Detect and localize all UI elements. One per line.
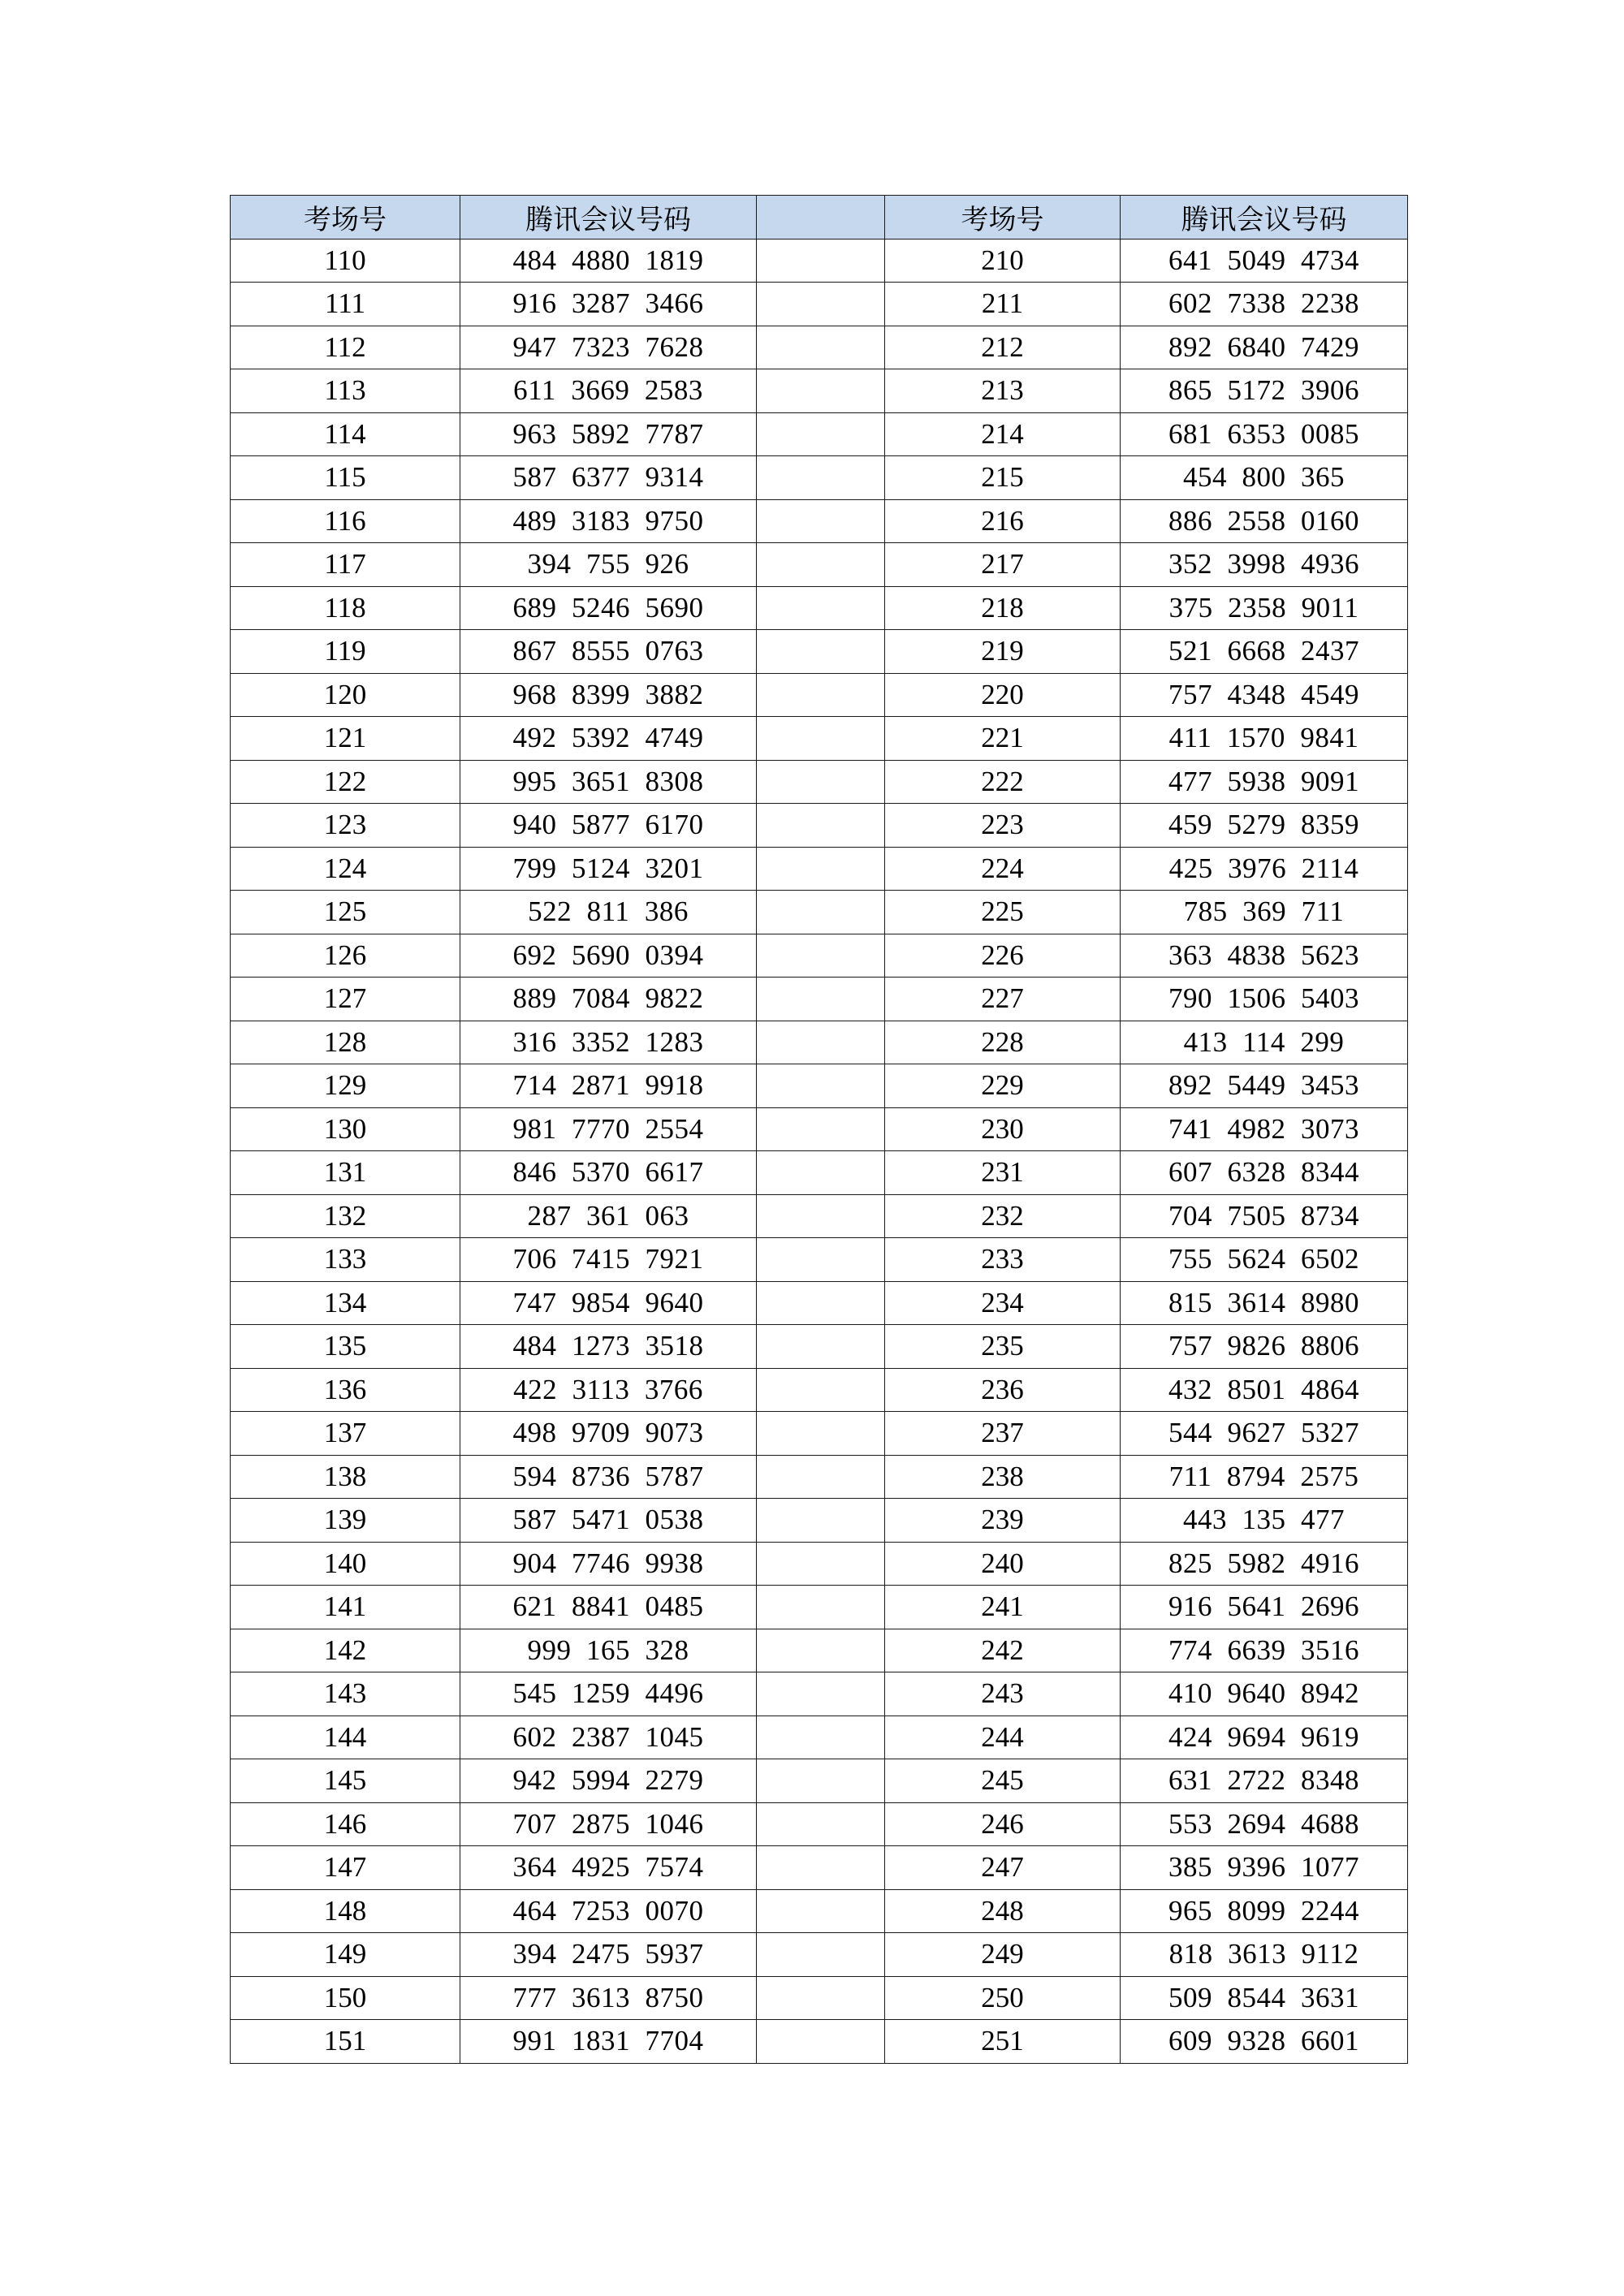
table-row: [231, 847, 1408, 891]
meeting-code-left: 916 3287 3466: [460, 283, 757, 326]
room-number-right: 227: [885, 978, 1121, 1021]
room-number-left: 111: [231, 283, 460, 326]
meeting-code-left: 777 3613 8750: [460, 1976, 757, 2020]
gap-cell: [757, 1412, 885, 1456]
gap-cell: [757, 499, 885, 543]
room-number-right: 212: [885, 326, 1121, 369]
room-number-right: 224: [885, 847, 1121, 891]
meeting-code-left: 968 8399 3882: [460, 673, 757, 717]
meeting-code-right: 757 4348 4549: [1121, 673, 1408, 717]
gap-cell: [757, 1759, 885, 1803]
meeting-code-left: 489 3183 9750: [460, 499, 757, 543]
table-row: [231, 1064, 1408, 1108]
room-number-right: 218: [885, 586, 1121, 630]
room-number-left: 115: [231, 456, 460, 500]
gap-cell: [757, 1194, 885, 1238]
room-number-left: 123: [231, 804, 460, 848]
room-number-right: 237: [885, 1412, 1121, 1456]
meeting-code-left: 846 5370 6617: [460, 1151, 757, 1195]
gap-cell: [757, 456, 885, 500]
room-number-right: 233: [885, 1238, 1121, 1282]
meeting-code-left: 621 8841 0485: [460, 1586, 757, 1629]
room-number-right: 220: [885, 673, 1121, 717]
gap-cell: [757, 1976, 885, 2020]
room-number-right: 245: [885, 1759, 1121, 1803]
room-number-left: 140: [231, 1542, 460, 1586]
gap-cell: [757, 369, 885, 413]
table-row: [231, 1325, 1408, 1369]
meeting-code-left: 484 4880 1819: [460, 239, 757, 283]
meeting-code-right: 443 135 477: [1121, 1499, 1408, 1543]
room-number-right: 239: [885, 1499, 1121, 1543]
meeting-code-right: 609 9328 6601: [1121, 2020, 1408, 2064]
room-number-left: 132: [231, 1194, 460, 1238]
room-number-left: 145: [231, 1759, 460, 1803]
table-row: [231, 1846, 1408, 1890]
table-row: [231, 1759, 1408, 1803]
room-number-left: 133: [231, 1238, 460, 1282]
header-code-right: 腾讯会议号码: [1121, 196, 1408, 240]
room-number-right: 246: [885, 1802, 1121, 1846]
meeting-code-left: 692 5690 0394: [460, 934, 757, 978]
meeting-code-right: 892 6840 7429: [1121, 326, 1408, 369]
table-row: [231, 1412, 1408, 1456]
room-number-right: 240: [885, 1542, 1121, 1586]
gap-cell: [757, 1455, 885, 1499]
table-row: [231, 1629, 1408, 1672]
room-number-left: 137: [231, 1412, 460, 1456]
table-row: [231, 1499, 1408, 1543]
table-row: [231, 760, 1408, 804]
room-number-left: 131: [231, 1151, 460, 1195]
meeting-code-right: 553 2694 4688: [1121, 1802, 1408, 1846]
meeting-code-left: 587 6377 9314: [460, 456, 757, 500]
meeting-code-left: 522 811 386: [460, 891, 757, 934]
room-number-right: 232: [885, 1194, 1121, 1238]
room-number-right: 210: [885, 239, 1121, 283]
meeting-code-right: 544 9627 5327: [1121, 1412, 1408, 1456]
room-number-left: 144: [231, 1716, 460, 1759]
meeting-code-left: 545 1259 4496: [460, 1672, 757, 1716]
room-number-right: 249: [885, 1933, 1121, 1977]
meeting-code-right: 352 3998 4936: [1121, 543, 1408, 587]
meeting-code-left: 394 755 926: [460, 543, 757, 587]
table-row: [231, 1542, 1408, 1586]
room-number-right: 222: [885, 760, 1121, 804]
room-number-left: 114: [231, 412, 460, 456]
header-gap: [757, 196, 885, 240]
meeting-code-left: 904 7746 9938: [460, 1542, 757, 1586]
meeting-code-right: 432 8501 4864: [1121, 1368, 1408, 1412]
room-number-right: 241: [885, 1586, 1121, 1629]
room-number-right: 251: [885, 2020, 1121, 2064]
meeting-code-right: 711 8794 2575: [1121, 1455, 1408, 1499]
room-number-left: 134: [231, 1281, 460, 1325]
gap-cell: [757, 543, 885, 587]
meeting-code-left: 492 5392 4749: [460, 717, 757, 761]
room-number-right: 221: [885, 717, 1121, 761]
meeting-code-left: 498 9709 9073: [460, 1412, 757, 1456]
table-row: [231, 456, 1408, 500]
meeting-code-right: 410 9640 8942: [1121, 1672, 1408, 1716]
gap-cell: [757, 1151, 885, 1195]
meeting-code-left: 963 5892 7787: [460, 412, 757, 456]
meeting-code-left: 611 3669 2583: [460, 369, 757, 413]
gap-cell: [757, 2020, 885, 2064]
table-row: [231, 717, 1408, 761]
room-number-left: 135: [231, 1325, 460, 1369]
meeting-code-right: 454 800 365: [1121, 456, 1408, 500]
gap-cell: [757, 717, 885, 761]
meeting-code-left: 799 5124 3201: [460, 847, 757, 891]
meeting-code-right: 916 5641 2696: [1121, 1586, 1408, 1629]
room-number-right: 215: [885, 456, 1121, 500]
meeting-code-right: 774 6639 3516: [1121, 1629, 1408, 1672]
room-number-left: 124: [231, 847, 460, 891]
gap-cell: [757, 760, 885, 804]
meeting-code-left: 316 3352 1283: [460, 1021, 757, 1064]
room-number-left: 130: [231, 1107, 460, 1151]
room-number-right: 238: [885, 1455, 1121, 1499]
room-number-left: 116: [231, 499, 460, 543]
gap-cell: [757, 326, 885, 369]
gap-cell: [757, 1021, 885, 1064]
gap-cell: [757, 934, 885, 978]
table-row: [231, 1802, 1408, 1846]
table-row: [231, 283, 1408, 326]
meeting-code-right: 815 3614 8980: [1121, 1281, 1408, 1325]
room-number-left: 147: [231, 1846, 460, 1890]
room-number-right: 211: [885, 283, 1121, 326]
meeting-code-left: 587 5471 0538: [460, 1499, 757, 1543]
gap-cell: [757, 1846, 885, 1890]
meeting-code-left: 394 2475 5937: [460, 1933, 757, 1977]
meeting-code-left: 594 8736 5787: [460, 1455, 757, 1499]
room-number-left: 139: [231, 1499, 460, 1543]
meeting-code-right: 425 3976 2114: [1121, 847, 1408, 891]
meeting-code-right: 755 5624 6502: [1121, 1238, 1408, 1282]
table-row: [231, 934, 1408, 978]
room-number-right: 225: [885, 891, 1121, 934]
meeting-code-left: 942 5994 2279: [460, 1759, 757, 1803]
room-number-right: 217: [885, 543, 1121, 587]
meeting-code-right: 892 5449 3453: [1121, 1064, 1408, 1108]
gap-cell: [757, 1716, 885, 1759]
meeting-code-right: 413 114 299: [1121, 1021, 1408, 1064]
meeting-code-left: 484 1273 3518: [460, 1325, 757, 1369]
room-number-left: 142: [231, 1629, 460, 1672]
meeting-code-right: 790 1506 5403: [1121, 978, 1408, 1021]
meeting-code-left: 706 7415 7921: [460, 1238, 757, 1282]
room-number-right: 250: [885, 1976, 1121, 2020]
meeting-code-right: 385 9396 1077: [1121, 1846, 1408, 1890]
meeting-code-table: [230, 195, 1408, 2064]
table-row: [231, 1281, 1408, 1325]
table-row: [231, 1021, 1408, 1064]
room-number-right: 213: [885, 369, 1121, 413]
room-number-left: 150: [231, 1976, 460, 2020]
gap-cell: [757, 1281, 885, 1325]
room-number-left: 127: [231, 978, 460, 1021]
meeting-code-left: 995 3651 8308: [460, 760, 757, 804]
meeting-code-left: 364 4925 7574: [460, 1846, 757, 1890]
meeting-code-left: 981 7770 2554: [460, 1107, 757, 1151]
meeting-code-right: 785 369 711: [1121, 891, 1408, 934]
gap-cell: [757, 978, 885, 1021]
room-number-right: 216: [885, 499, 1121, 543]
meeting-code-right: 509 8544 3631: [1121, 1976, 1408, 2020]
room-number-right: 214: [885, 412, 1121, 456]
room-number-left: 126: [231, 934, 460, 978]
table-row: [231, 1933, 1408, 1977]
room-number-left: 143: [231, 1672, 460, 1716]
gap-cell: [757, 1368, 885, 1412]
meeting-code-right: 363 4838 5623: [1121, 934, 1408, 978]
meeting-code-right: 825 5982 4916: [1121, 1542, 1408, 1586]
meeting-code-left: 689 5246 5690: [460, 586, 757, 630]
meeting-code-right: 375 2358 9011: [1121, 586, 1408, 630]
room-number-right: 235: [885, 1325, 1121, 1369]
table-row: [231, 1107, 1408, 1151]
table-row: [231, 326, 1408, 369]
table-row: [231, 1151, 1408, 1195]
room-number-left: 148: [231, 1889, 460, 1933]
meeting-code-left: 747 9854 9640: [460, 1281, 757, 1325]
meeting-code-right: 411 1570 9841: [1121, 717, 1408, 761]
table-row: [231, 1194, 1408, 1238]
header-code-left: 腾讯会议号码: [460, 196, 757, 240]
meeting-code-right: 607 6328 8344: [1121, 1151, 1408, 1195]
room-number-right: 226: [885, 934, 1121, 978]
meeting-code-left: 889 7084 9822: [460, 978, 757, 1021]
table-row: [231, 543, 1408, 587]
room-number-left: 151: [231, 2020, 460, 2064]
room-number-right: 219: [885, 630, 1121, 674]
gap-cell: [757, 804, 885, 848]
header-room-right: 考场号: [885, 196, 1121, 240]
room-number-left: 146: [231, 1802, 460, 1846]
table-row: [231, 412, 1408, 456]
meeting-code-right: 704 7505 8734: [1121, 1194, 1408, 1238]
table-row: [231, 891, 1408, 934]
table-row: [231, 369, 1408, 413]
room-number-left: 149: [231, 1933, 460, 1977]
room-number-right: 223: [885, 804, 1121, 848]
meeting-code-left: 991 1831 7704: [460, 2020, 757, 2064]
room-number-left: 119: [231, 630, 460, 674]
meeting-code-right: 424 9694 9619: [1121, 1716, 1408, 1759]
meeting-code-left: 867 8555 0763: [460, 630, 757, 674]
header-room-left: 考场号: [231, 196, 460, 240]
meeting-code-left: 422 3113 3766: [460, 1368, 757, 1412]
gap-cell: [757, 239, 885, 283]
table-row: [231, 239, 1408, 283]
meeting-code-right: 681 6353 0085: [1121, 412, 1408, 456]
room-number-right: 228: [885, 1021, 1121, 1064]
room-number-right: 231: [885, 1151, 1121, 1195]
gap-cell: [757, 283, 885, 326]
room-number-left: 117: [231, 543, 460, 587]
gap-cell: [757, 1629, 885, 1672]
gap-cell: [757, 1889, 885, 1933]
meeting-code-left: 940 5877 6170: [460, 804, 757, 848]
meeting-code-right: 459 5279 8359: [1121, 804, 1408, 848]
gap-cell: [757, 1107, 885, 1151]
room-number-left: 136: [231, 1368, 460, 1412]
room-number-left: 138: [231, 1455, 460, 1499]
table-row: [231, 1586, 1408, 1629]
room-number-right: 243: [885, 1672, 1121, 1716]
room-number-left: 122: [231, 760, 460, 804]
room-number-right: 244: [885, 1716, 1121, 1759]
table-row: [231, 2020, 1408, 2064]
gap-cell: [757, 1802, 885, 1846]
table-row: [231, 1455, 1408, 1499]
table-row: [231, 1716, 1408, 1759]
meeting-code-right: 757 9826 8806: [1121, 1325, 1408, 1369]
room-number-left: 128: [231, 1021, 460, 1064]
gap-cell: [757, 586, 885, 630]
room-number-left: 118: [231, 586, 460, 630]
gap-cell: [757, 1933, 885, 1977]
table-row: [231, 499, 1408, 543]
gap-cell: [757, 412, 885, 456]
meeting-code-left: 602 2387 1045: [460, 1716, 757, 1759]
gap-cell: [757, 1672, 885, 1716]
room-number-left: 110: [231, 239, 460, 283]
meeting-code-right: 641 5049 4734: [1121, 239, 1408, 283]
gap-cell: [757, 630, 885, 674]
room-number-right: 234: [885, 1281, 1121, 1325]
meeting-code-left: 947 7323 7628: [460, 326, 757, 369]
meeting-code-left: 999 165 328: [460, 1629, 757, 1672]
table-row: [231, 978, 1408, 1021]
gap-cell: [757, 1325, 885, 1369]
meeting-code-left: 287 361 063: [460, 1194, 757, 1238]
room-number-left: 120: [231, 673, 460, 717]
room-number-right: 242: [885, 1629, 1121, 1672]
meeting-code-right: 602 7338 2238: [1121, 283, 1408, 326]
room-number-right: 229: [885, 1064, 1121, 1108]
room-number-left: 112: [231, 326, 460, 369]
room-number-left: 125: [231, 891, 460, 934]
table-row: [231, 673, 1408, 717]
gap-cell: [757, 1542, 885, 1586]
table-row: [231, 1976, 1408, 2020]
table-row: [231, 1889, 1408, 1933]
table-row: [231, 1672, 1408, 1716]
room-number-left: 113: [231, 369, 460, 413]
room-number-left: 141: [231, 1586, 460, 1629]
room-number-right: 236: [885, 1368, 1121, 1412]
meeting-code-right: 631 2722 8348: [1121, 1759, 1408, 1803]
header-row: [231, 196, 1408, 240]
meeting-code-right: 521 6668 2437: [1121, 630, 1408, 674]
room-number-left: 121: [231, 717, 460, 761]
gap-cell: [757, 1238, 885, 1282]
table-row: [231, 1368, 1408, 1412]
table-row: [231, 630, 1408, 674]
table-row: [231, 586, 1408, 630]
table-row: [231, 1238, 1408, 1282]
meeting-code-right: 818 3613 9112: [1121, 1933, 1408, 1977]
gap-cell: [757, 1064, 885, 1108]
meeting-code-left: 707 2875 1046: [460, 1802, 757, 1846]
meeting-code-right: 741 4982 3073: [1121, 1107, 1408, 1151]
meeting-code-right: 886 2558 0160: [1121, 499, 1408, 543]
gap-cell: [757, 847, 885, 891]
room-number-right: 247: [885, 1846, 1121, 1890]
meeting-code-left: 464 7253 0070: [460, 1889, 757, 1933]
room-number-right: 230: [885, 1107, 1121, 1151]
gap-cell: [757, 1586, 885, 1629]
table-row: [231, 804, 1408, 848]
gap-cell: [757, 1499, 885, 1543]
meeting-code-right: 965 8099 2244: [1121, 1889, 1408, 1933]
meeting-code-right: 477 5938 9091: [1121, 760, 1408, 804]
meeting-code-left: 714 2871 9918: [460, 1064, 757, 1108]
meeting-code-right: 865 5172 3906: [1121, 369, 1408, 413]
room-number-right: 248: [885, 1889, 1121, 1933]
room-number-left: 129: [231, 1064, 460, 1108]
gap-cell: [757, 673, 885, 717]
gap-cell: [757, 891, 885, 934]
